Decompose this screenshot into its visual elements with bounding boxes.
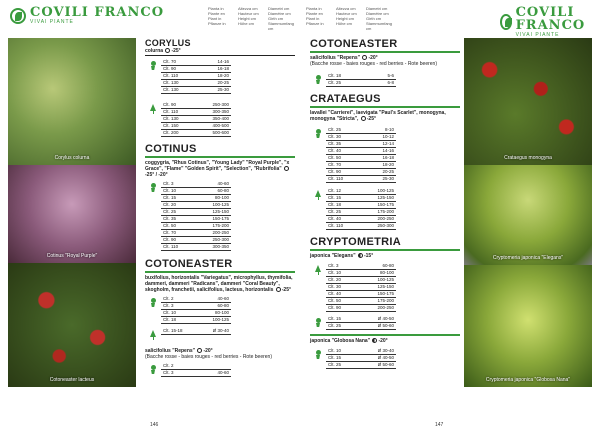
title-cotinus: COTINUS: [145, 143, 197, 155]
half-shade-icon: [372, 338, 377, 343]
pot-size: Clt. 90: [328, 169, 342, 174]
pot-size: Clt. 25: [328, 362, 342, 367]
pot-size: Clt. 50: [328, 298, 342, 303]
pot-size: Clt. 70: [163, 59, 177, 64]
pot-size: Clt. 18: [163, 317, 177, 322]
size-row: [326, 298, 396, 305]
photo-cotoneaster: [8, 263, 136, 387]
plant-size: 80-100: [214, 195, 229, 200]
subtitle-corylus: colurna -25°: [145, 48, 181, 54]
plant-size: 100-125: [377, 188, 394, 193]
pot-tree-icon: [315, 129, 322, 138]
sun-icon: [284, 166, 289, 171]
plant-size: 200-250: [377, 305, 394, 310]
pot-size: Clt. 25: [328, 127, 342, 132]
pot-size: Clt. 110: [163, 109, 179, 114]
pot-size: Clt. 15: [328, 316, 342, 321]
size-row: [161, 73, 231, 80]
pot-size: Clt. 15: [328, 195, 342, 200]
pot-size: Clt. 90: [328, 305, 342, 310]
size-row: [161, 328, 231, 335]
pot-size: Clt. 130: [163, 80, 179, 85]
plant-size: 40-60: [217, 181, 229, 186]
size-row: [326, 284, 396, 291]
plant-size: 250-300: [212, 237, 229, 242]
plant-size: Ø 50-60: [377, 362, 394, 367]
size-row: [326, 162, 396, 169]
variety-cotoneaster: salicifolius "Repens" -20°: [145, 348, 213, 354]
pot-size: Clt. 150: [163, 123, 179, 128]
size-table-cotoneaster-3: [145, 363, 295, 377]
plant-size: 100-125: [212, 202, 229, 207]
pot-size: Clt. 18: [328, 202, 342, 207]
pot-size: Clt. 40: [328, 148, 342, 153]
size-row: [326, 202, 396, 209]
pot-size: Clt. 35: [328, 141, 342, 146]
plant-size: 300-350: [212, 244, 229, 249]
size-table-cryptomeria-2: [310, 316, 460, 330]
size-row: [161, 130, 231, 137]
plant-size: 200-250: [212, 230, 229, 235]
pot-size: Clt. 15-18: [163, 328, 183, 333]
half-shade-icon: [358, 253, 363, 258]
page-number-right: 147: [435, 422, 444, 428]
size-row: [161, 209, 231, 216]
plant-size: 150-175: [377, 202, 394, 207]
plant-size: 400-500: [212, 123, 229, 128]
plant-size: Ø 30-40: [212, 328, 229, 333]
pot-size: Clt. 2: [163, 363, 174, 368]
size-row: [161, 123, 231, 130]
sun-icon: [361, 116, 366, 121]
plant-size: 100-125: [377, 277, 394, 282]
title-cryptomeria: CRYPTOMETRIA: [310, 236, 401, 248]
size-row: [326, 195, 396, 202]
plant-size: 125-150: [377, 195, 394, 200]
subtitle-cryptomeria: japonica "Elegans" -15°: [310, 253, 374, 259]
pot-size: Clt. 20: [163, 202, 177, 207]
size-row: [161, 87, 231, 94]
plant-size: 60-80: [382, 263, 394, 268]
photo-caption: Corylus colurna: [54, 155, 90, 161]
title-cotoneaster-2: COTONEASTER: [310, 38, 398, 50]
pot-size: Clt. 2: [163, 296, 174, 301]
plant-size: Ø 40-50: [377, 316, 394, 321]
size-row: [326, 305, 396, 312]
size-row: [326, 148, 396, 155]
legend-col-height: Altezza cm Hauteur cm Height cm Höhe cm: [336, 6, 357, 26]
pot-size: Clt. 30: [328, 134, 342, 139]
plant-size: 350-400: [212, 116, 229, 121]
size-row: [161, 230, 231, 237]
size-row: [161, 244, 231, 251]
plant-size: 150-175: [377, 291, 394, 296]
size-table-cotoneaster2: [310, 73, 460, 87]
pot-size: Clt. 90: [163, 66, 177, 71]
photo-cryptomeria-globosa: [464, 265, 592, 387]
pot-size: Clt. 40: [328, 291, 342, 296]
pot-size: Clt. 50: [328, 155, 342, 160]
size-row: [161, 216, 231, 223]
pot-size: Clt. 15: [328, 355, 342, 360]
title-crataegus: CRATAEGUS: [310, 93, 381, 105]
photo-crataegus: [464, 38, 592, 165]
brand-name: COVILI FRANCO: [515, 5, 586, 33]
size-row: [161, 109, 231, 116]
pot-size: Clt. 110: [163, 244, 179, 249]
size-row: [161, 223, 231, 230]
right-page: [300, 0, 600, 436]
size-row: [326, 80, 396, 87]
brand-logo: [500, 6, 600, 38]
brand-subtitle: VIVAI PIANTE: [515, 32, 560, 38]
brand-name: COVILI FRANCO: [30, 5, 165, 20]
pot-size: Clt. 50: [163, 223, 177, 228]
size-table-cotoneaster-1: [145, 296, 295, 324]
title-corylus: CORYLUS: [145, 38, 191, 48]
size-table-corylus-1: [145, 59, 295, 94]
size-table-cryptomeria-3: [310, 348, 460, 369]
plant-size: 125-150: [377, 284, 394, 289]
pot-size: Clt. 70: [163, 230, 177, 235]
conifer-icon: [314, 265, 322, 275]
pot-tree-icon: [315, 350, 322, 359]
photo-caption: Cotinus "Royal Purple": [46, 253, 98, 259]
legend-col-girth: Diametri cm Diamètre cm Girth cm Stammumfang cm: [366, 6, 393, 31]
plant-size: 20-25: [217, 80, 229, 85]
sun-icon: [276, 287, 281, 292]
brand-subtitle: VIVAI PIANTE: [30, 19, 74, 25]
note-cotoneaster-2: (Bacche rosse - baies rouges - red berries - Rote beeren): [310, 61, 438, 67]
plant-size: 250-300: [212, 102, 229, 107]
legend-col-pot: Pianta in Plante en Plant in Pflanze in: [208, 6, 226, 26]
left-text-column: [145, 38, 295, 377]
leaf-logo-icon: [500, 14, 512, 30]
brand-logo: [10, 6, 164, 25]
pot-size: Clt. 25: [328, 323, 342, 328]
size-row: [326, 291, 396, 298]
pot-size: Clt. 30: [328, 284, 342, 289]
size-row: [326, 362, 396, 369]
plant-size: 150-175: [212, 216, 229, 221]
pot-size: Clt. 20: [328, 277, 342, 282]
plant-size: 40-60: [217, 370, 229, 375]
pot-size: Clt. 15: [163, 195, 177, 200]
pot-size: Clt. 90: [163, 237, 177, 242]
sun-icon: [197, 348, 202, 353]
plant-size: 80-100: [214, 310, 229, 315]
pot-size: Clt. 35: [163, 216, 177, 221]
size-row: [326, 223, 396, 230]
pot-tree-icon: [150, 298, 157, 307]
size-row: [326, 155, 396, 162]
plant-size: 250-300: [377, 223, 394, 228]
size-row: [326, 134, 396, 141]
plant-size: 8-10: [384, 127, 394, 132]
size-row: [161, 237, 231, 244]
pot-size: Clt. 90: [163, 102, 177, 107]
size-table-crataegus-2: [310, 188, 460, 230]
size-row: [161, 195, 231, 202]
photo-caption: Cryptomeria japonica "Elegans": [492, 255, 564, 261]
pot-size: Clt. 10: [328, 270, 342, 275]
plant-size: 200-250: [377, 216, 394, 221]
bush-icon: [149, 330, 157, 340]
plant-size: Ø 30-40: [377, 348, 394, 353]
plant-size: 125-150: [212, 209, 229, 214]
plant-size: 14-16: [382, 148, 394, 153]
plant-size: 25-30: [382, 176, 394, 181]
title-cotoneaster: COTONEASTER: [145, 258, 233, 270]
size-row: [326, 176, 396, 183]
pot-size: Clt. 3: [163, 181, 174, 186]
plant-size: 18-20: [217, 73, 229, 78]
plant-size: 500-600: [212, 130, 229, 135]
size-row: [326, 277, 396, 284]
plant-size: 16-18: [217, 66, 229, 71]
leaf-logo-icon: [10, 8, 26, 24]
plant-size: 18-20: [382, 162, 394, 167]
size-row: [161, 370, 231, 377]
size-row: [161, 66, 231, 73]
pot-tree-icon: [150, 183, 157, 192]
pot-size: Clt. 3: [163, 303, 174, 308]
pot-size: Clt. 200: [163, 130, 179, 135]
plant-size: 14-16: [217, 59, 229, 64]
plant-size: 40-60: [217, 296, 229, 301]
page-number-left: 146: [150, 422, 159, 428]
pot-size: Clt. 10: [163, 310, 177, 315]
size-row: [161, 303, 231, 310]
plant-size: 175-200: [212, 223, 229, 228]
size-table-cryptomeria-1: [310, 263, 460, 312]
size-row: [326, 270, 396, 277]
size-row: [326, 355, 396, 362]
size-row: [326, 216, 396, 223]
pot-size: Clt. 110: [163, 73, 179, 78]
plant-size: 300-350: [212, 109, 229, 114]
pot-size: Clt. 25: [163, 209, 177, 214]
pot-tree-icon: [315, 318, 322, 327]
variety-cryptomeria: japonica "Globosa Nana" -20°: [310, 338, 388, 344]
size-row: [161, 116, 231, 123]
subtitle-cotoneaster-2: salicifolius "Repens" -20°: [310, 55, 378, 61]
legend-col-height: Altezza cm Hauteur cm Height cm Höhe cm: [238, 6, 259, 26]
plant-size: 60-80: [217, 188, 229, 193]
plant-size: 10-12: [382, 134, 394, 139]
subtitle-cotinus: coggygria, "Rhus Cotinus", "Young Lady" "Royal Purple", "x Grace", "Flame" "Golden Spirit", "Selection", "Rubrifolia" -25° / -20°: [145, 160, 290, 178]
right-text-column: [310, 38, 460, 369]
plant-size: 25-30: [217, 87, 229, 92]
subtitle-crataegus: lavallei "Carrierei", laevigata "Paul's Scarlet", monogyna, monogyna "Stricta", -25°: [310, 110, 446, 122]
pot-tree-icon: [315, 75, 322, 84]
bush-icon: [314, 190, 322, 200]
legend: [306, 6, 393, 31]
size-row: [326, 323, 396, 330]
photo-corylus: [8, 38, 136, 165]
pot-size: Clt. 25: [328, 209, 342, 214]
size-row: [326, 141, 396, 148]
plant-size: Ø 50-60: [377, 323, 394, 328]
photo-caption: Crataegus monogyna: [504, 155, 552, 161]
plant-size: 80-100: [379, 270, 394, 275]
pot-size: Clt. 130: [163, 116, 179, 121]
size-table-corylus-2: [145, 102, 295, 137]
size-row: [326, 169, 396, 176]
pot-size: Clt. 25: [328, 80, 342, 85]
size-row: [161, 317, 231, 324]
pot-size: Clt. 10: [328, 348, 342, 353]
subtitle-cotoneaster: buxifolius, horizontalis "Variegatus", microphyllus, thymifolia, dammeri, dammeri "Radicans", dammeri "Coral Beauty", skogholm, franchetii, salicifolius, lacteus, horizontalis -25°: [145, 275, 293, 293]
plant-size: 5-6: [387, 73, 394, 78]
plant-size: 20-25: [382, 169, 394, 174]
pot-size: Clt. 110: [328, 176, 344, 181]
photo-caption: Cryptomeria japonica "Globosa Nana": [485, 377, 571, 383]
legend-col-pot: Pianta in Plante en Plant in Pflanze in: [306, 6, 324, 26]
plant-size: 100-125: [212, 317, 229, 322]
pot-size: Clt. 12: [328, 188, 342, 193]
photo-cryptomeria-elegans: [464, 165, 592, 265]
size-row: [161, 80, 231, 87]
pot-size: Clt. 3: [328, 263, 339, 268]
sun-icon: [362, 55, 367, 60]
plant-size: 12-14: [382, 141, 394, 146]
pot-size: Clt. 40: [328, 216, 342, 221]
size-row: [161, 188, 231, 195]
legend-col-girth: Diametri cm Diamètre cm Girth cm Stammumfang cm: [268, 6, 295, 31]
note-cotoneaster: (Bacche rosse - baies rouges - red berries - Rote beeren): [145, 354, 273, 360]
size-table-crataegus-1: [310, 127, 460, 183]
pot-size: Clt. 18: [328, 73, 342, 78]
pot-size: Clt. 130: [163, 87, 179, 92]
sun-icon: [165, 48, 170, 53]
plant-size: Ø 40-50: [377, 355, 394, 360]
bush-icon: [149, 104, 157, 114]
pot-tree-icon: [150, 61, 157, 70]
size-table-cotinus: [145, 181, 295, 251]
pot-size: Clt. 70: [328, 162, 342, 167]
pot-size: Clt. 3: [163, 370, 174, 375]
size-row: [161, 310, 231, 317]
size-row: [161, 202, 231, 209]
size-table-cotoneaster-2: [145, 328, 295, 340]
pot-size: Clt. 110: [328, 223, 344, 228]
pot-tree-icon: [150, 365, 157, 374]
plant-size: 16-18: [382, 155, 394, 160]
size-row: [326, 209, 396, 216]
photo-cotinus: [8, 165, 136, 263]
plant-size: 60-80: [217, 303, 229, 308]
plant-size: 6-8: [387, 80, 394, 85]
pot-size: Clt. 10: [163, 188, 177, 193]
plant-size: 175-200: [377, 298, 394, 303]
plant-size: 175-200: [377, 209, 394, 214]
photo-caption: Cotoneaster lacteus: [49, 377, 95, 383]
legend: [208, 6, 295, 31]
